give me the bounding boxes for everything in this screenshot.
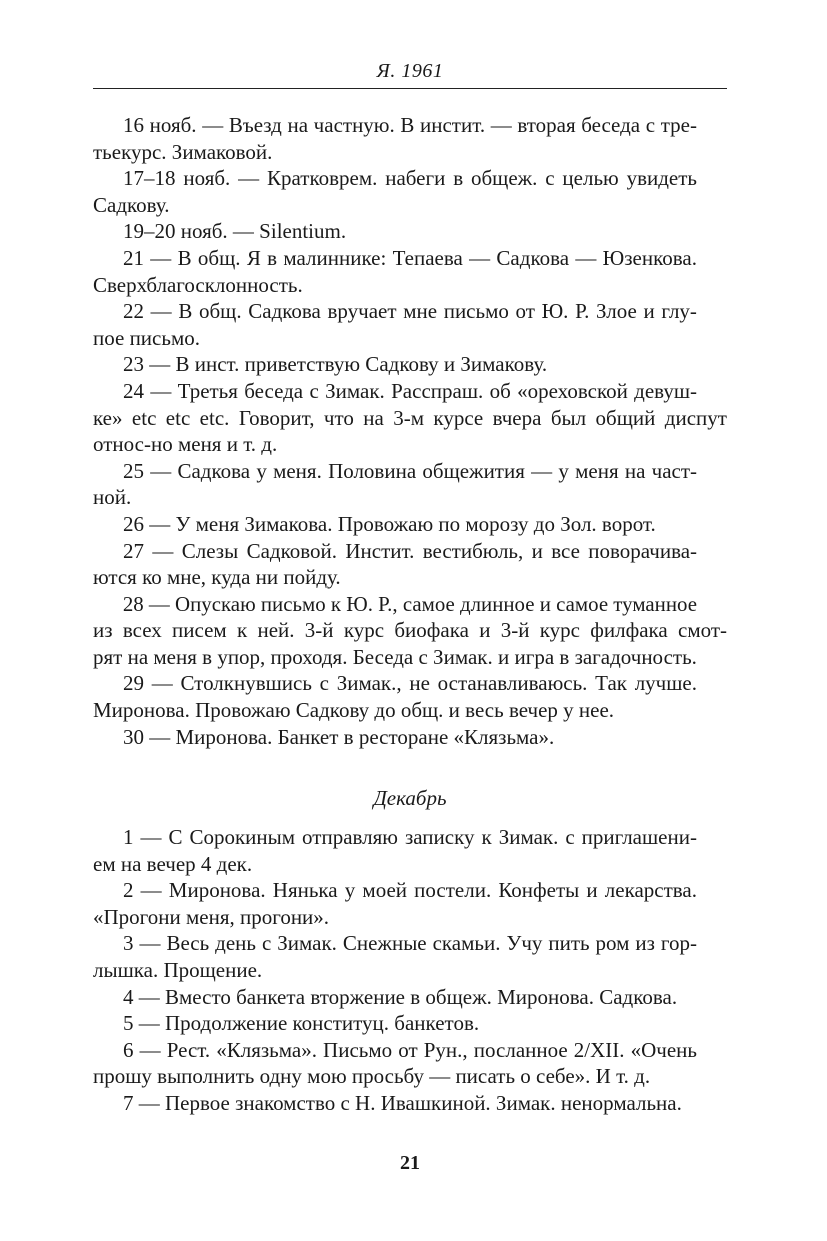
entry-line: 7 — Первое знакомство с Н. Ивашкиной. Зимак. ненормальна.	[123, 1090, 682, 1115]
diary-entry	[93, 112, 727, 165]
entry-line: ются ко мне, куда ни пойду.	[93, 565, 341, 590]
entry-line: Сверхблагосклонность.	[93, 272, 303, 297]
diary-entry	[93, 245, 727, 298]
section-title: Декабрь	[373, 786, 447, 810]
diary-entry	[93, 298, 727, 351]
entry-line: ем на вечер 4 дек.	[93, 851, 253, 876]
diary-entry	[93, 877, 727, 930]
entry-line: пое письмо.	[93, 325, 200, 350]
entry-line: 26 — У меня Зимакова. Провожаю по морозу до Зол. ворот.	[123, 511, 656, 536]
entry-line: 3 — Весь день с Зимак. Снежные скамьи. Учу пить ром из гор-	[123, 931, 697, 956]
entry-line: 5 — Продолжение конституц. банкетов.	[123, 1011, 480, 1036]
diary-entry	[93, 1037, 727, 1090]
running-head: Я. 1961	[376, 60, 444, 82]
diary-entry	[93, 218, 727, 245]
diary-entry	[93, 458, 727, 511]
diary-entry	[93, 165, 727, 218]
entry-line: Миронова. Провожаю Садкову до общ. и весь вечер у нее.	[93, 698, 615, 723]
entry-line: прошу выполнить одну мою просьбу — писать о себе». И т. д.	[93, 1064, 651, 1089]
entry-line: относ-но меня и т. д.	[93, 432, 278, 457]
entry-line: 1 — С Сорокиным отправляю записку к Зимак. с приглашени-	[123, 825, 697, 849]
entry-line: 6 — Рест. «Клязьма». Письмо от Рун., посланное 2/XII. «Очень	[123, 1037, 697, 1062]
entry-line: 19–20 нояб. — Silentium.	[123, 219, 347, 244]
entry-line: 24 — Третья беседа с Зимак. Расспраш. об «ореховской девуш-	[123, 378, 698, 403]
entry-line: 21 — В общ. Я в малиннике: Тепаева — Садкова — Юзенкова.	[123, 245, 697, 270]
december-entries	[93, 824, 727, 1117]
entry-line: 29 — Столкнувшись с Зимак., не останавливаюсь. Так лучше.	[123, 671, 697, 696]
diary-entry	[93, 824, 727, 877]
entry-line: 27 — Слезы Садковой. Инстит. вестибюль, и все поворачива-	[123, 538, 698, 563]
book-page	[93, 0, 727, 1241]
diary-entry	[93, 670, 727, 723]
diary-entry	[93, 511, 727, 538]
entry-line: «Прогони меня, прогони».	[93, 904, 330, 929]
entry-line: 23 — В инст. приветствую Садкову и Зимакову.	[123, 352, 548, 377]
entry-line: ной.	[93, 485, 132, 510]
diary-entry	[93, 724, 727, 751]
entry-line: 16 нояб. — Въезд на частную. В инстит. — вторая беседа с тре-	[123, 113, 697, 137]
entry-line: 28 — Опускаю письмо к Ю. Р., самое длинное и самое туманное	[122, 591, 697, 616]
diary-entry	[93, 378, 727, 458]
entry-line: 4 — Вместо банкета вторжение в общеж. Миронова. Садкова.	[123, 984, 678, 1009]
entry-line: Садкову.	[93, 192, 170, 217]
diary-entry	[93, 1090, 727, 1117]
entry-line: 25 — Садкова у меня. Половина общежития — у меня на част-	[123, 458, 698, 483]
entry-line: лышка. Прощение.	[93, 957, 263, 982]
page-number: 21	[400, 1152, 420, 1174]
header-rule	[93, 88, 727, 89]
entry-line: ке» etc etc etc. Говорит, что на 3-м курсе вчера был общий диспут	[93, 405, 727, 430]
entry-line: 2 — Миронова. Нянька у моей постели. Конфеты и лекарства.	[123, 878, 697, 903]
entry-line: 22 — В общ. Садкова вручает мне письмо от Ю. Р. Злое и глу-	[123, 299, 697, 324]
diary-entry	[93, 538, 727, 591]
entry-line: тьекурс. Зимаковой.	[93, 139, 273, 164]
entry-line: 17–18 нояб. — Кратковрем. набеги в общеж. с целью увидеть	[123, 166, 697, 191]
diary-entry	[93, 591, 727, 671]
diary-entry	[93, 1010, 727, 1037]
diary-entry	[93, 930, 727, 983]
entry-line: 30 — Миронова. Банкет в ресторане «Клязьма».	[123, 724, 555, 749]
entry-line: рят на меня в упор, проходя. Беседа с Зимак. и игра в загадочность.	[93, 644, 697, 669]
diary-entry	[93, 351, 727, 378]
diary-entry	[93, 984, 727, 1011]
entry-line: из всех писем к ней. 3-й курс биофака и 3-й курс филфака смот-	[93, 618, 728, 643]
november-entries	[93, 112, 727, 750]
